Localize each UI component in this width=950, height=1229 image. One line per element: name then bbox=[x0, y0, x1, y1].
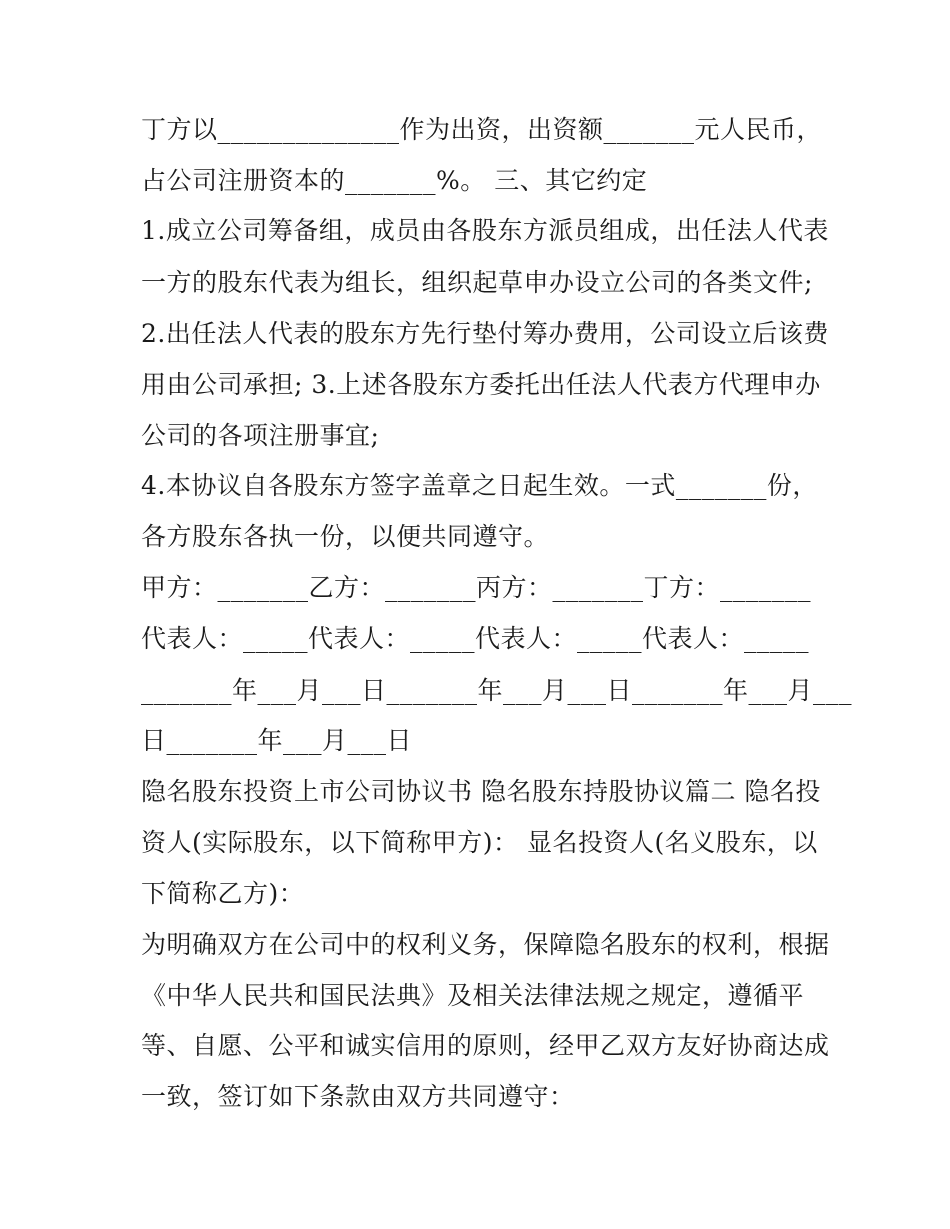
text-line: 《中华人民共和国民法典》及相关法律法规之规定，遵循平 bbox=[141, 981, 805, 1010]
text-line: 占公司注册资本的_______%。 三、其它约定 bbox=[141, 166, 648, 195]
text-line: 1.成立公司筹备组，成员由各股东方派员组成，出任法人代表 bbox=[141, 216, 829, 245]
text-line: 为明确双方在公司中的权利义务，保障隐名股东的权利，根据 bbox=[141, 930, 830, 959]
text-line: 一致，签订如下条款由双方共同遵守： bbox=[141, 1082, 575, 1111]
text-line: 各方股东各执一份，以便共同遵守。 bbox=[141, 522, 550, 551]
text-line: 等、自愿、公平和诚实信用的原则，经甲乙双方友好协商达成 bbox=[141, 1031, 830, 1060]
signature-parties-line: 甲方：_______乙方：_______丙方：_______丁方：_______ bbox=[141, 573, 812, 602]
text-line: 一方的股东代表为组长，组织起草申办设立公司的各类文件; bbox=[141, 268, 813, 297]
text-line: 2.出任法人代表的股东方先行垫付筹办费用，公司设立后该费 bbox=[141, 319, 829, 348]
text-line: 4.本协议自各股东方签字盖章之日起生效。一式_______份， bbox=[141, 471, 818, 500]
text-line: 丁方以______________作为出资，出资额_______元人民币， bbox=[141, 115, 823, 144]
text-line: 下简称乙方)： bbox=[141, 879, 305, 908]
dates-line: _______年___月___日_______年___月___日_______年___月___ bbox=[141, 676, 853, 705]
dates-line: 日_______年___月___日 bbox=[141, 726, 413, 755]
representatives-line: 代表人：_____代表人：_____代表人：_____代表人：_____ bbox=[141, 624, 810, 653]
text-line: 公司的各项注册事宜; bbox=[141, 421, 380, 450]
text-line: 资人(实际股东，以下简称甲方)： 显名投资人(名义股东，以 bbox=[141, 828, 818, 857]
section-heading-line: 隐名股东投资上市公司协议书 隐名股东持股协议篇二 隐名投 bbox=[141, 777, 821, 806]
text-line: 用由公司承担; 3.上述各股东方委托出任法人代表方代理申办 bbox=[141, 370, 821, 399]
